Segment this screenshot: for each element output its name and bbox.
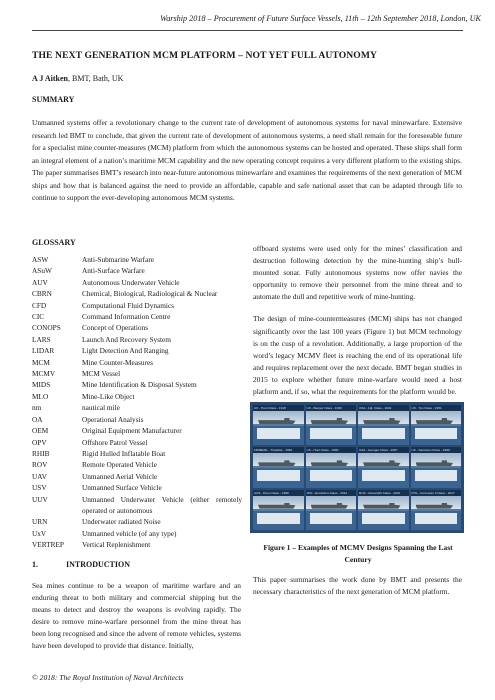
ship-spec-box (257, 513, 300, 524)
glossary-abbreviation: ASuW (32, 266, 52, 276)
glossary-row (32, 322, 242, 333)
photo-sea (253, 466, 304, 468)
ship-photo-tile (411, 490, 462, 530)
copyright-footer: © 2018: The Royal Institution of Naval Architects (32, 673, 184, 682)
ship-photo-tile (253, 490, 304, 530)
glossary-row (32, 448, 242, 459)
glossary-abbreviation: MCMV (32, 369, 56, 379)
section-number: 1. (32, 560, 38, 569)
ship-tile-label: JPN - Enoshima Class - 2012 (306, 490, 357, 496)
glossary-row (32, 368, 242, 379)
ship-spec-box (415, 513, 458, 524)
glossary-definition: Computational Fluid Dynamics (82, 300, 175, 310)
ship-photo-tile (411, 405, 462, 445)
glossary-definition: Remote Operated Vehicle (82, 460, 157, 470)
glossary-abbreviation: UxV (32, 528, 47, 538)
glossary-definition: nautical mile (82, 403, 120, 413)
paper-title: THE NEXT GENERATION MCM PLATFORM – NOT YET FULL AUTONOMY (32, 50, 378, 61)
ship-photo-tile (306, 490, 357, 530)
introduction-body (32, 580, 241, 653)
glossary-row (32, 300, 242, 311)
ship-tile-label: UK - Hunt Class - 1980 (306, 447, 357, 453)
glossary-definition: Unmanned Aerial Vehicle (82, 471, 158, 481)
photo-sea (253, 509, 304, 511)
glossary-definition: Mine Identification & Disposal System (82, 380, 197, 390)
ship-spec-box (415, 470, 458, 481)
summary-heading: SUMMARY (32, 95, 75, 104)
author-affiliation: , BMT, Bath, UK (68, 74, 124, 83)
glossary-abbreviation: LIDAR (32, 346, 55, 356)
ship-photo-tile (306, 405, 357, 445)
glossary-definition: Mine Counter-Measures (82, 357, 153, 367)
photo-sea (306, 466, 357, 468)
ship-tile-label: UK - Hunt Class - 1918 (253, 405, 304, 411)
glossary-abbreviation: OA (32, 414, 43, 424)
glossary-row (32, 516, 242, 527)
photo-sea (253, 424, 304, 426)
glossary-abbreviation: CIC (32, 312, 45, 322)
ship-spec-box (257, 428, 300, 439)
photo-sea (306, 424, 357, 426)
glossary-row (32, 437, 242, 448)
glossary-abbreviation: USV (32, 483, 47, 493)
glossary-row (32, 265, 242, 276)
glossary-table (32, 254, 242, 551)
ship-photo-tile (253, 405, 304, 445)
glossary-row (32, 425, 242, 436)
glossary-abbreviation: OEM (32, 426, 49, 436)
summary-paragraph: Unmanned systems offer a revolutionary change to the current rate of development of autonomous systems for naval minewarfare. Extensive research led BMT to conclude, that given the current rate of development of autonomous systems, a need shall remain for the foreseeable future for a specialist mine counter-measures (MCM) platform from which the autonomous systems can be hosted and operated. These ships shall form an integral element of a nation’s maritime MCM capability and the new operating concept requires a very different platform to the existing ships. The paper summarises BMT’s research into near-future autonomous minewarfare and examines the requirements of the next generation of MCM ships and how that is balanced against the need to provide an affordable, capable and safe national asset that can be adapted through life to continue to support the ever-developing autonomous MCM systems. (32, 118, 462, 202)
glossary-abbreviation: MIDS (32, 380, 51, 390)
ship-photo-tile (358, 490, 409, 530)
ship-tile-label: UK - Bangor Class - 1940 (306, 405, 357, 411)
running-head: Warship 2018 – Procurement of Future Surface Vessels, 11th – 12th September 2018, London, UK (160, 14, 481, 23)
glossary-abbreviation: ASW (32, 255, 49, 264)
body-paragraph: The design of mine-countermeasures (MCM) ships has not changed significantly over the last 100 years (Figure 1) but MCM technology is on the cusp of a revolution. Additionally, a large proportion of the word’s legacy MCMV fleet is reaching the end of its operational life and requires replacement over the next decade. BMT began studies in 2015 to explore whether future mine-warfare would need a host platform and, if so, what the requirements for the platform would be. (253, 314, 462, 397)
glossary-abbreviation: AUV (32, 277, 48, 287)
glossary-row (32, 402, 242, 413)
mcmv-designs-figure (250, 402, 464, 533)
glossary-definition: Unmanned Underwater Vehicle (either remotely operated or autonomous (82, 494, 242, 515)
photo-sea (358, 466, 409, 468)
glossary-definition: Offshore Patrol Vessel (82, 437, 148, 447)
glossary-definition: Launch And Recovery System (82, 334, 171, 344)
glossary-row (32, 414, 242, 425)
glossary-row (32, 254, 242, 265)
ship-spec-box (257, 470, 300, 481)
glossary-definition: Unmanned vehicle (of any type) (82, 528, 177, 538)
glossary-abbreviation: UAV (32, 471, 47, 481)
glossary-abbreviation: CONOPS (32, 323, 61, 333)
glossary-definition: Operational Analysis (82, 414, 144, 424)
glossary-definition: Unmanned Surface Vehicle (82, 483, 162, 493)
glossary-definition: Autonomous Underwater Vehicle (82, 277, 180, 287)
right-column (253, 243, 462, 408)
glossary-abbreviation: OPV (32, 437, 47, 447)
photo-sea (358, 509, 409, 511)
glossary-abbreviation: ROV (32, 460, 48, 470)
glossary-abbreviation: RHIB (32, 448, 50, 458)
glossary-definition: Light Detection And Ranging (82, 346, 169, 356)
ship-tile-label: POL - Kormoran II Class - 2017 (411, 490, 462, 496)
glossary-abbreviation: UUV (32, 494, 48, 504)
glossary-row (32, 277, 242, 288)
photo-sea (411, 466, 462, 468)
glossary-definition: Original Equipment Manufacturer (82, 426, 182, 436)
glossary-definition: Concept of Operations (82, 323, 149, 333)
ship-photo-tile (253, 447, 304, 487)
summary-text (32, 117, 462, 205)
glossary-abbreviation: nm (32, 403, 42, 413)
ship-tile-label: RUS - Alexandrit Class - 2016 (358, 490, 409, 496)
glossary-row (32, 379, 242, 390)
glossary-definition: Anti-Submarine Warfare (82, 255, 155, 264)
glossary-row (32, 459, 242, 470)
photo-sea (411, 424, 462, 426)
glossary-row (32, 334, 242, 345)
photo-sea (411, 509, 462, 511)
ship-tile-label: UK - Sandown Class - 1989 (411, 447, 462, 453)
glossary-abbreviation: CBRN (32, 289, 52, 299)
glossary-row (32, 494, 242, 517)
glossary-row (32, 391, 242, 402)
glossary-definition: Underwater radiated Noise (82, 517, 161, 527)
glossary-definition: Mine-Like Object (82, 391, 135, 401)
glossary-heading: GLOSSARY (32, 238, 76, 247)
glossary-abbreviation: VERTREP (32, 540, 64, 550)
figure-caption: Figure 1 – Examples of MCMV Designs Spanning the Last Century (263, 543, 453, 564)
glossary-definition: Rigid Hulled Inflatable Boat (82, 448, 166, 458)
glossary-definition: Vertical Replenishment (82, 540, 151, 550)
glossary-definition: Chemical, Biological, Radiological & Nuclear (82, 289, 218, 299)
glossary-definition: MCM Vessel (82, 369, 121, 379)
ship-spec-box (362, 470, 405, 481)
ship-spec-box (310, 470, 353, 481)
glossary-row (32, 539, 242, 550)
introduction-heading (32, 560, 130, 569)
glossary-row (32, 357, 242, 368)
photo-sea (306, 509, 357, 511)
introduction-paragraph: Sea mines continue to be a weapon of maritime warfare and an enduring threat to both military and commercial shipping but the means to detect and destroy the weapons is evolving rapidly. The desire to remove mine-warfare personnel from the mine threat has been long recognised and since the advent of remote vehicles, systems have been developed to provide that distance. Initially, (32, 581, 241, 651)
ship-photo-tile (358, 405, 409, 445)
glossary-abbreviation: MCM (32, 357, 50, 367)
glossary-definition: Anti-Surface Warfare (82, 266, 145, 276)
glossary-row (32, 345, 242, 356)
header-divider (32, 30, 463, 31)
closing-text (253, 574, 462, 598)
body-paragraph: This paper summarises the work done by BMT and presents the necessary characteristics of the next generation of MCM platform. (253, 575, 462, 597)
ship-tile-label: USA - Avenger Class - 1987 (358, 447, 409, 453)
glossary-row (32, 528, 242, 539)
ship-spec-box (310, 513, 353, 524)
glossary-row (32, 471, 242, 482)
ship-spec-box (362, 513, 405, 524)
section-title: INTRODUCTION (66, 560, 131, 569)
glossary-abbreviation: CFD (32, 300, 47, 310)
author-name: A J Aitken (32, 74, 69, 83)
ship-spec-box (310, 428, 353, 439)
ship-spec-box (415, 428, 458, 439)
glossary-definition: Command Information Centre (82, 312, 171, 322)
glossary-row (32, 482, 242, 493)
ship-tile-label: UK - Ton Class - 1951 (411, 405, 462, 411)
ship-tile-label: AUS - Huon Class - 1999 (253, 490, 304, 496)
glossary-abbreviation: MLO (32, 391, 49, 401)
glossary-row (32, 288, 242, 299)
photo-sea (358, 424, 409, 426)
glossary-abbreviation: URN (32, 517, 48, 527)
ship-spec-box (362, 428, 405, 439)
ship-tile-label: USA - Adj. Class - 1942 (358, 405, 409, 411)
ship-tile-label: FR/BE/NL - Tripartite - 1981 (253, 447, 304, 453)
glossary-abbreviation: LARS (32, 334, 51, 344)
ship-photo-tile (358, 447, 409, 487)
ship-photo-tile (411, 447, 462, 487)
ship-photo-tile (306, 447, 357, 487)
body-paragraph: offboard systems were used only for the mines’ classification and destruction following detection by the mine-hunting ship’s hull-mounted sonar. Fully autonomous systems now offer navies the opportunity to remove their personnel from the mine threat and to automate the dull and repetitive work of mine-hunting. (253, 244, 462, 302)
author-line (32, 74, 123, 83)
glossary-row (32, 311, 242, 322)
